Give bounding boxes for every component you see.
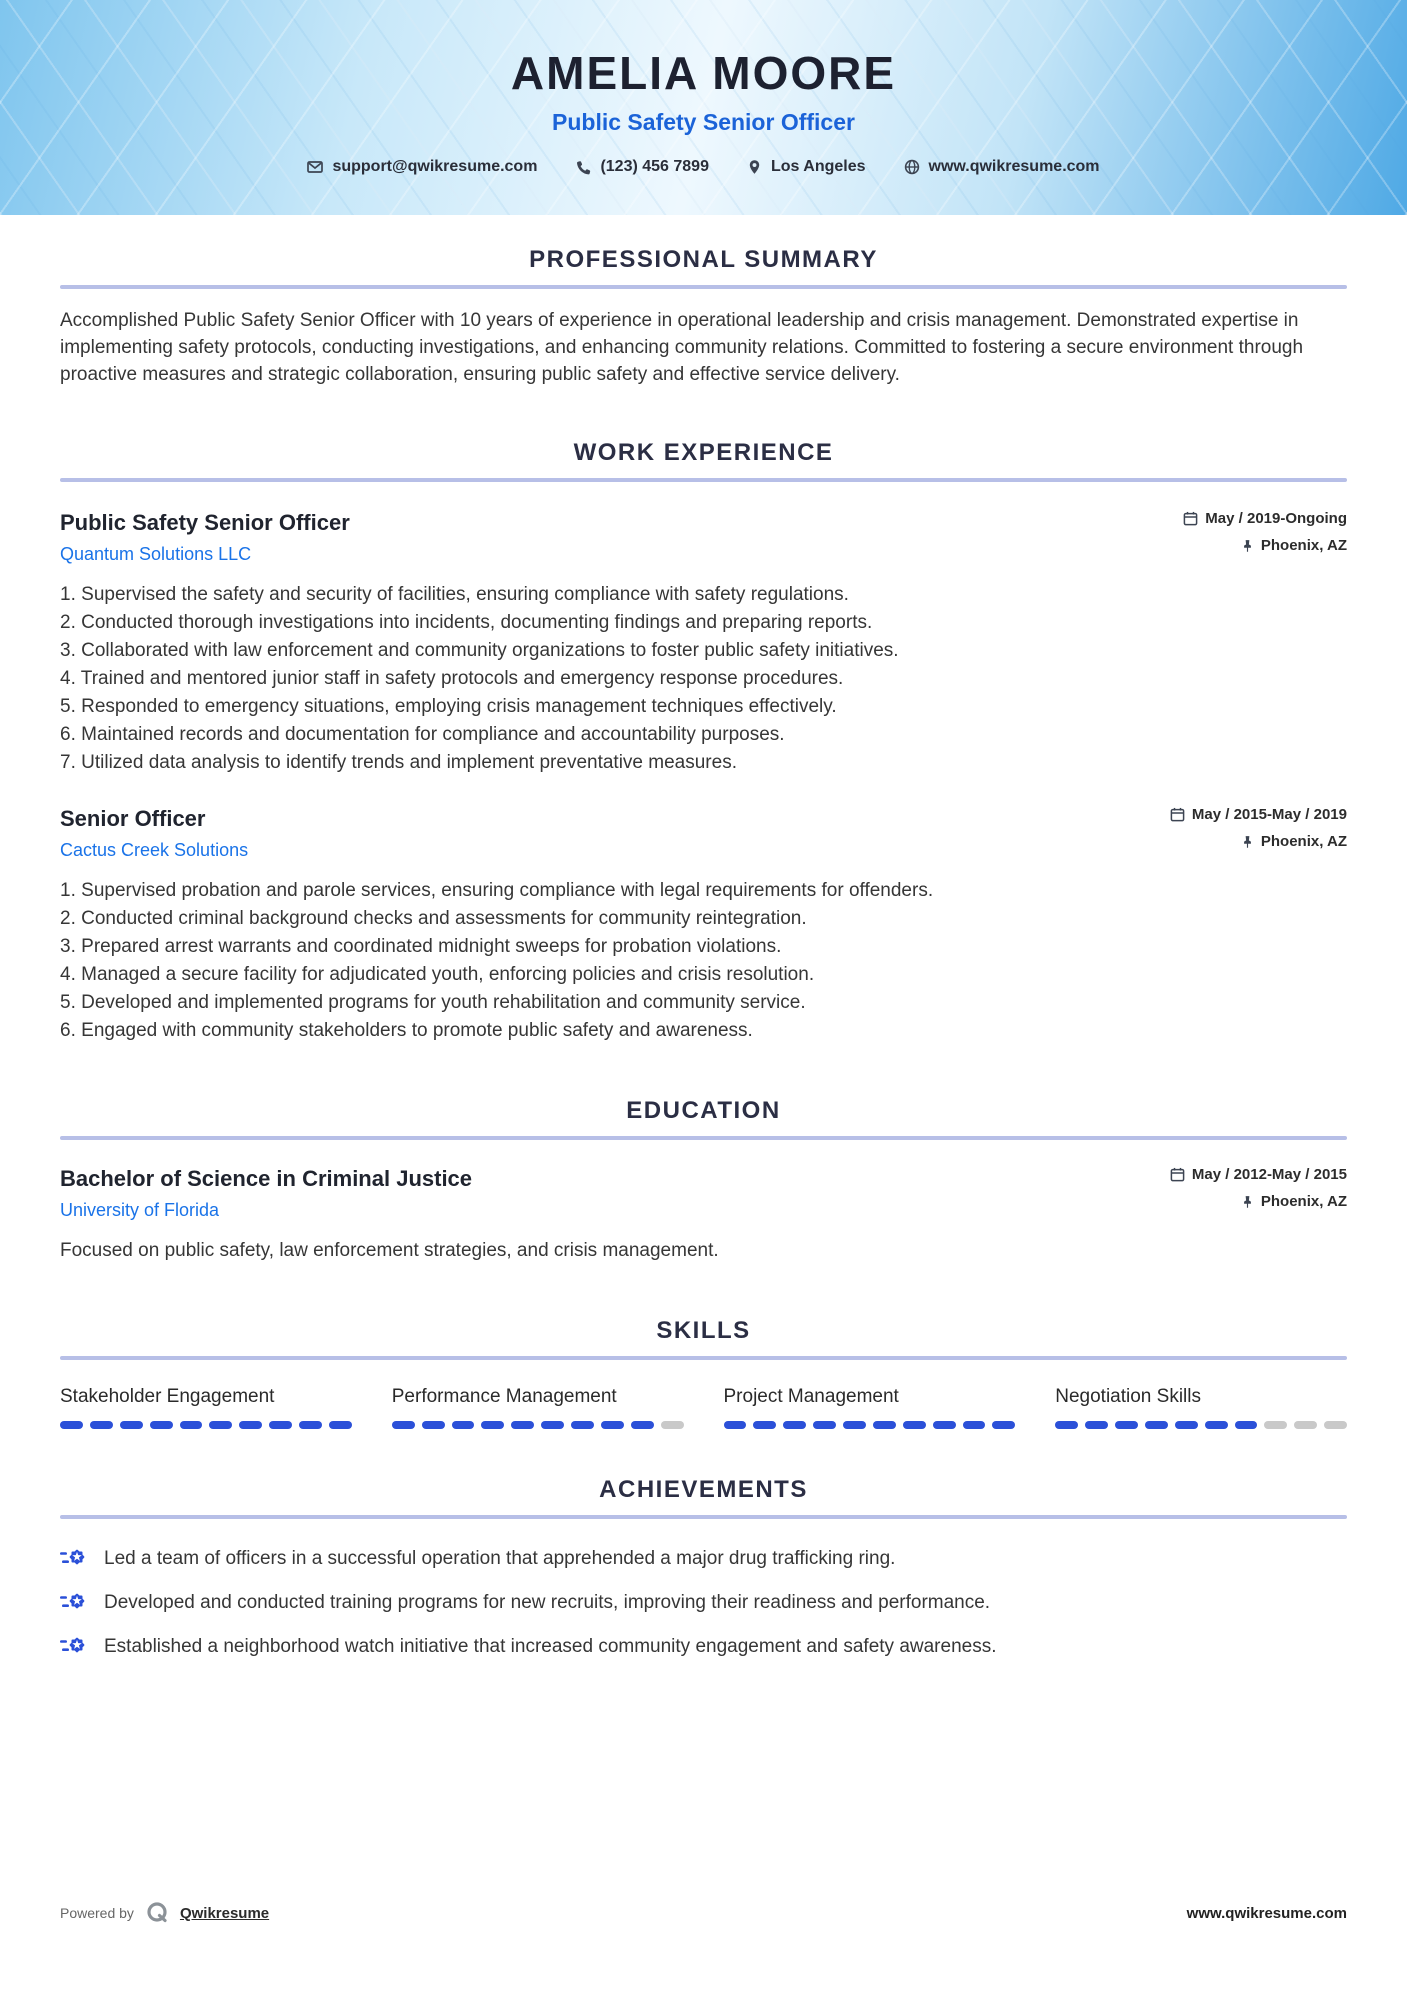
contact-location [747,158,866,176]
job-dates-text: May / 2015-May / 2019 [1191,806,1347,823]
candidate-headline: Public Safety Senior Officer [552,109,855,135]
skill-bar-segment [1324,1421,1347,1429]
skill-bar-segment [150,1421,173,1429]
powered-by-label: Powered by [60,1905,134,1921]
job-duty: Utilized data analysis to identify trends and implement preventative measures. [81,752,737,773]
job-title: Senior Officer [60,806,206,831]
skill-label: Project Management [723,1386,899,1407]
candidate-name: AMELIA MOORE [510,47,897,99]
job-header [60,510,1347,565]
job-meta [1170,806,1347,850]
calendar-icon [1183,511,1198,526]
skills-heading: SKILLS [656,1317,751,1344]
skill-bar-segment [541,1421,564,1429]
contact-phone-text: (123) 456 7899 [600,158,709,175]
skill-bar-segment [239,1421,262,1429]
contact-phone [575,158,709,176]
achievements-list [60,1545,1347,1660]
education-meta [1170,1166,1347,1210]
job-duty: Responded to emergency situations, employing crisis management techniques effectively. [81,696,837,717]
section-divider [60,285,1347,289]
job-dates [1170,806,1347,823]
contact-row [307,158,1099,176]
skill-bar-segment [992,1421,1015,1429]
job-location-text: Phoenix, AZ [1260,833,1347,850]
work-heading: WORK EXPERIENCE [573,439,834,466]
contact-website [904,158,1100,176]
section-professional-summary [60,245,1347,388]
skill-bar-segment [511,1421,534,1429]
job-entry [60,510,1347,776]
section-education [60,1096,1347,1264]
skill-level-bar [724,1421,1016,1429]
job-duty: Developed and implemented programs for youth rehabilitation and community service. [81,992,806,1013]
skill-item [60,1386,352,1429]
skill-bar-segment [963,1421,986,1429]
skill-bar-segment [1145,1421,1168,1429]
skill-item [1055,1386,1347,1429]
job-company: Quantum Solutions LLC [60,544,252,564]
skill-bar-segment [1055,1421,1078,1429]
section-divider [60,1515,1347,1519]
contact-email-text: support@qwikresume.com [332,158,538,175]
job-duty: Conducted thorough investigations into incidents, documenting findings and preparing reports. [81,612,873,633]
calendar-icon [1170,807,1185,822]
skill-bar-segment [783,1421,806,1429]
job-duty: Trained and mentored junior staff in safety protocols and emergency response procedures. [80,668,844,689]
skill-item [392,1386,684,1429]
skill-bar-segment [1115,1421,1138,1429]
job-meta [1183,510,1347,554]
job-duty: Supervised probation and parole services, ensuring compliance with legal requirements for offenders. [81,880,934,901]
section-divider [60,1136,1347,1140]
skill-bar-segment [571,1421,594,1429]
skill-bar-segment [452,1421,475,1429]
skill-bar-segment [724,1421,747,1429]
achievement-text: Led a team of officers in a successful operation that apprehended a major drug trafficking ring. [104,1548,896,1569]
degree-title: Bachelor of Science in Criminal Justice [60,1166,473,1191]
job-title: Public Safety Senior Officer [60,510,350,535]
job-dates-text: May / 2019-Ongoing [1205,510,1347,527]
section-divider [60,478,1347,482]
skill-bar-segment [90,1421,113,1429]
job-location [1170,833,1347,850]
skill-bar-segment [1175,1421,1198,1429]
phone-icon [575,159,591,175]
globe-icon [904,159,920,175]
job-location-text: Phoenix, AZ [1260,537,1347,554]
pin-icon [1241,539,1254,553]
skill-bar-segment [813,1421,836,1429]
email-icon [307,159,323,175]
award-badge-icon [60,1590,88,1613]
job-dates [1183,510,1347,527]
award-badge-icon [60,1546,88,1569]
skill-bar-segment [1085,1421,1108,1429]
skill-bar-segment [120,1421,143,1429]
pin-icon [1241,1195,1254,1209]
job-duty: Supervised the safety and security of facilities, ensuring compliance with safety regulations. [81,584,849,605]
job-duty: Prepared arrest warrants and coordinated midnight sweeps for probation violations. [81,936,782,957]
section-work-experience [60,438,1347,1044]
skill-bar-segment [933,1421,956,1429]
job-duty: Maintained records and documentation for compliance and accountability purposes. [81,724,785,745]
skill-bar-segment [631,1421,654,1429]
skill-label: Stakeholder Engagement [60,1386,275,1407]
education-entry [60,1166,1347,1221]
job-duties-list [60,581,1347,776]
skill-level-bar [392,1421,684,1429]
achievement-item [60,1633,1347,1660]
contact-email [307,158,537,176]
skill-bar-segment [209,1421,232,1429]
achievement-item [60,1545,1347,1572]
contact-location-text: Los Angeles [770,158,866,175]
skill-bar-segment [661,1421,684,1429]
location-pin-icon [747,159,762,175]
skill-bar-segment [60,1421,83,1429]
education-location [1170,1193,1347,1210]
skill-bar-segment [843,1421,866,1429]
footer-branding [60,1900,269,1926]
summary-heading: PROFESSIONAL SUMMARY [529,246,878,273]
job-company: Cactus Creek Solutions [60,840,249,860]
skills-grid [60,1386,1347,1429]
skill-bar-segment [903,1421,926,1429]
education-location-text: Phoenix, AZ [1260,1193,1347,1210]
section-divider [60,1356,1347,1360]
skill-label: Performance Management [391,1386,617,1407]
skill-item [724,1386,1016,1429]
job-duty: Engaged with community stakeholders to promote public safety and awareness. [81,1020,753,1041]
achievements-heading: ACHIEVEMENTS [599,1476,808,1503]
skill-bar-segment [1264,1421,1287,1429]
skill-label: Negotiation Skills [1055,1386,1201,1407]
header [0,0,1407,215]
footer [60,1900,1347,1926]
education-dates [1170,1166,1347,1183]
skill-level-bar [60,1421,352,1429]
school-name: University of Florida [60,1200,220,1220]
skill-bar-segment [481,1421,504,1429]
skill-bar-segment [753,1421,776,1429]
job-duty: Conducted criminal background checks and assessments for community reintegration. [81,908,807,929]
achievement-item [60,1589,1347,1616]
skill-bar-segment [392,1421,415,1429]
job-header [60,806,1347,861]
skill-bar-segment [1235,1421,1258,1429]
skill-bar-segment [873,1421,896,1429]
achievement-text: Developed and conducted training programs for new recruits, improving their readiness and performance. [104,1592,991,1613]
section-skills [60,1316,1347,1429]
skill-bar-segment [180,1421,203,1429]
education-description: Focused on public safety, law enforcement strategies, and crisis management. [60,1240,719,1261]
job-entry [60,806,1347,1044]
job-duties-list [60,877,1347,1044]
calendar-icon [1170,1167,1185,1182]
skill-bar-segment [329,1421,352,1429]
skill-bar-segment [1205,1421,1228,1429]
section-achievements [60,1475,1347,1660]
footer-website: www.qwikresume.com [1186,1904,1347,1922]
summary-text: Accomplished Public Safety Senior Officer with 10 years of experience in operational leadership and crisis management. Demonstrated expertise in implementing safety protocols, conducting investigations, and enhancing community relations. Committed to fostering a secure environment through proactive measures and strategic collaboration, ensuring public safety and effective service delivery. [60,310,1304,385]
skill-bar-segment [269,1421,292,1429]
qwikresume-link[interactable]: Qwikresume [179,1904,270,1922]
contact-website-text: www.qwikresume.com [928,158,1100,175]
education-heading: EDUCATION [626,1097,781,1124]
qwikresume-logo-icon [144,1900,170,1926]
achievement-text: Established a neighborhood watch initiative that increased community engagement and safety awareness. [104,1636,997,1657]
education-dates-text: May / 2012-May / 2015 [1191,1166,1347,1183]
skill-bar-segment [422,1421,445,1429]
job-duty: Managed a secure facility for adjudicated youth, enforcing policies and crisis resolution. [81,964,815,985]
skill-bar-segment [1294,1421,1317,1429]
skill-level-bar [1055,1421,1347,1429]
job-location [1183,537,1347,554]
skill-bar-segment [601,1421,624,1429]
pin-icon [1241,835,1254,849]
job-duty: Collaborated with law enforcement and community organizations to foster public safety initiatives. [81,640,899,661]
award-badge-icon [60,1634,88,1657]
skill-bar-segment [299,1421,322,1429]
